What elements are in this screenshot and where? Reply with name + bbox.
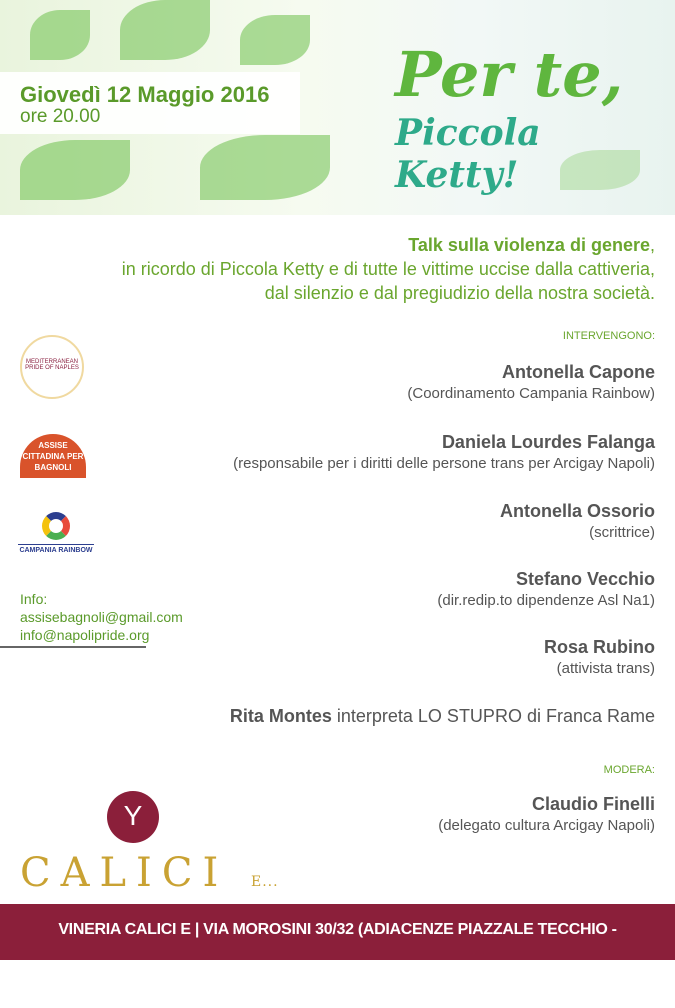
speaker-name: Daniela Lourdes Falanga [441,432,655,452]
header-banner [0,0,675,215]
performance [230,706,655,727]
rainbow-logo-text: CAMPANIA RAINBOW [18,544,94,554]
speaker [544,635,655,679]
moderator-role: (delegato cultura Arcigay Napoli) [438,817,655,834]
moderator-name: Claudio Finelli [531,794,655,814]
moderator [438,792,655,836]
title-line-2: Piccola Ketty! [395,112,541,196]
rainbow-ring-icon [42,512,70,540]
intro-text [122,233,655,305]
leaf-decoration [240,15,310,65]
info-label: Info: [20,591,48,607]
footer-address: VINERIA CALICI E | VIA MOROSINI 30/32 (ADIACENZE PIAZZALE TECCHIO - FUORIGROTTA) NAPOLI [0,904,675,960]
speaker [407,360,655,404]
intervengono-label: INTERVENGONO: [562,330,655,342]
pride-logo: MEDITERRANEAN PRIDE OF NAPLES [20,335,84,399]
calici-logo-suffix: E... [250,874,279,890]
speaker-role: (scrittrice) [589,524,655,541]
speaker-name: Stefano Vecchio [515,569,655,589]
wine-glass-icon: Y [107,791,159,843]
leaf-decoration [20,140,130,200]
leaf-decoration [120,0,210,60]
divider [0,646,146,648]
info-email-1[interactable]: assisebagnoli@gmail.com [20,609,183,625]
intro-line-2: in ricordo di Piccola Ketty e di tutte le vittime uccise dalla cattiveria, [121,259,655,279]
intro-bold: Talk sulla violenza di genere [408,235,650,255]
speaker-name: Rosa Rubino [544,637,655,657]
speaker-role: (dir.redip.to dipendenze Asl Na1) [437,592,655,609]
speaker-name: Antonella Ossorio [499,501,655,521]
info-block [20,590,183,644]
speaker [437,567,655,611]
calici-logo-text: CALICI [20,850,229,896]
speaker-role: (responsabile per i diritti delle persone trans per Arcigay Napoli) [233,455,655,472]
info-email-2[interactable]: info@napolipride.org [20,627,150,643]
performance-text: interpreta LO STUPRO di Franca Rame [331,706,655,726]
event-date: Giovedì 12 Maggio 2016 [20,82,270,107]
intro-comma: , [649,235,655,255]
campania-rainbow-logo [18,512,94,558]
event-time: ore 20.00 [20,106,101,127]
leaf-decoration [30,10,90,60]
speaker-name: Antonella Capone [501,362,655,382]
speaker-role: (attivista trans) [556,660,655,677]
modera-label: MODERA: [603,764,655,776]
title-line-1: Per te, [395,38,624,111]
assise-logo: ASSISE CITTADINA PER BAGNOLI [20,434,86,478]
performer-name: Rita Montes [229,706,332,726]
speaker-role: (Coordinamento Campania Rainbow) [407,385,655,402]
calici-logo [20,850,279,896]
intro-line-3: dal silenzio e dal pregiudizio della nostra società. [264,283,655,303]
leaf-decoration [200,135,330,200]
speaker [233,430,655,474]
speaker [500,499,655,543]
